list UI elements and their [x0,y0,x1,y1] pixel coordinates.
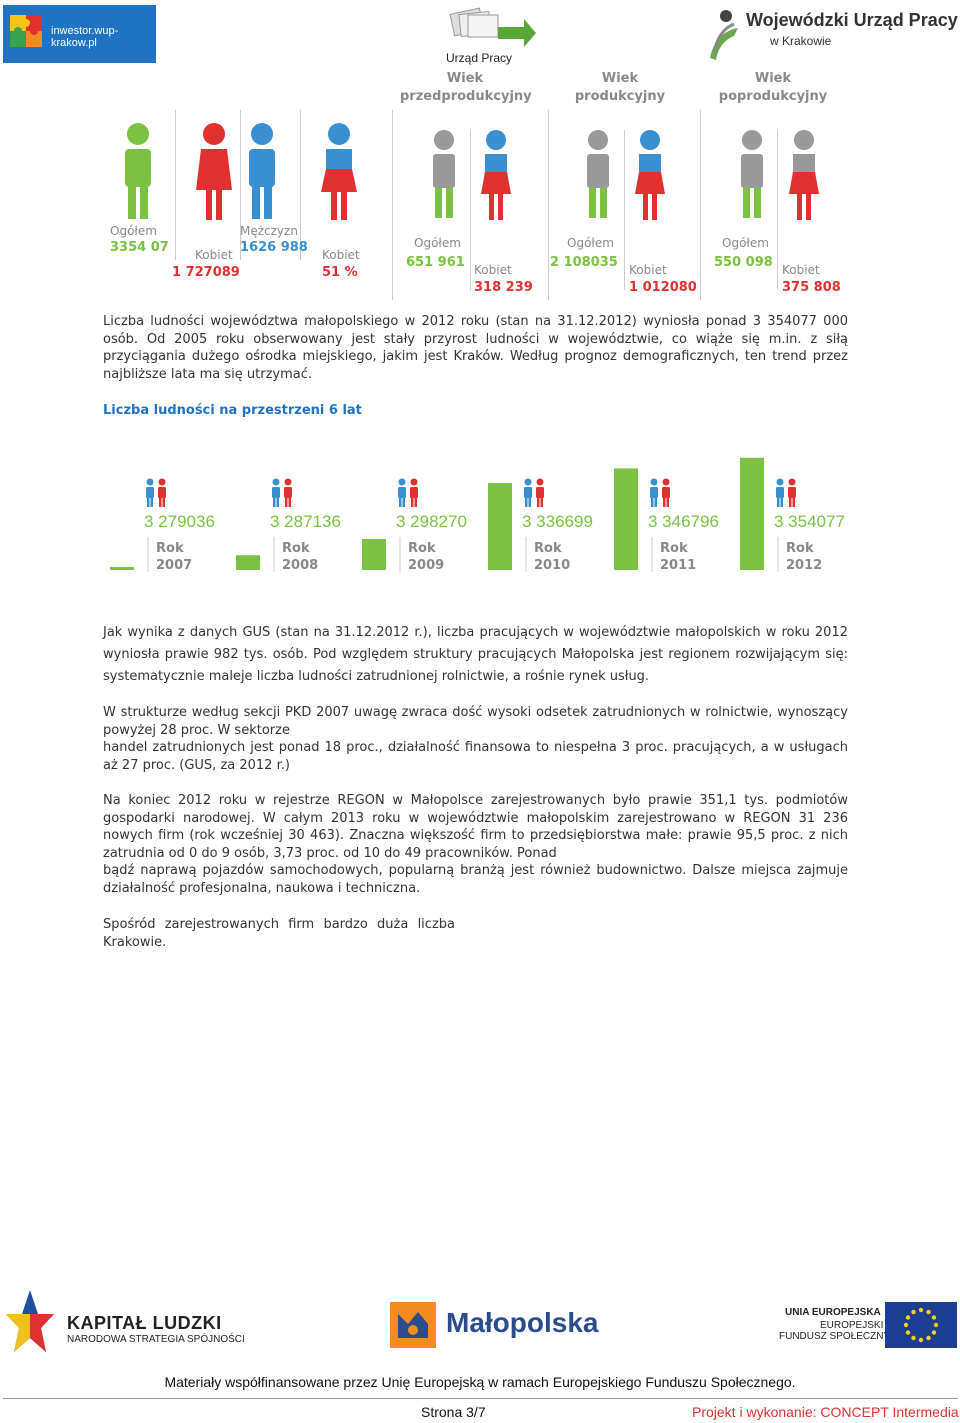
kapital-ludzki-subtitle: NARODOWA STRATEGIA SPÓJNOŚCI [67,1334,245,1345]
ue-line-3: FUNDUSZ SPOŁECZNY [779,1331,891,1342]
paragraph-pkd [103,704,848,774]
credit-text: Projekt i wykonanie: CONCEPT Intermedia [692,1404,959,1420]
eu-star-icon [926,1336,930,1340]
value-label-2008: 3 287136 [270,512,341,531]
person-red-icon [662,479,670,508]
person-blue-icon [146,479,154,508]
paragraph-population: Liczba ludności województwa małopolskiego w 2012 roku (stan na 31.12.2012) wyniosła ponad 3 354077 000 osób. Od 2005 roku obserwowany jest stały przyrost ludności w województwie, co wiąże się m.in. z siłą przyciągania dużego ośrodka miejskiego, jakim jest Kraków. Według prognoz demograficznych, ten trend przez najbliższe lata ma się utrzymać. [103,314,848,382]
header-line: produkcyjny [574,89,666,104]
age-group-figures [420,128,860,228]
bar-2010 [488,483,512,570]
eu-star-icon [919,1308,923,1312]
value-label-2012: 3 354077 [774,512,845,531]
total-kobiet2-label: Kobiet [322,248,360,262]
inwestor-logo [3,5,156,63]
page-number: Strona 3/7 [421,1404,486,1420]
eu-star-icon [906,1330,910,1334]
group1-kobiet-value: 318 239 [474,280,533,295]
group3-ogolem-value: 550 098 [714,255,773,270]
cofinancing-note: Materiały współfinansowane przez Unię Europejską w ramach Europejskiego Funduszu Społecznego. [164,1374,796,1390]
ue-line-1: UNIA EUROPEJSKA [785,1307,881,1318]
paragraph-pkd-part2: handel zatrudnionych jest ponad 18 proc., działalność finansowa to niespełna 3 proc. pracujących, a w usługach aż 27 proc. (GUS, za 2012 r.) [103,740,848,773]
eu-flag-icon [885,1302,957,1348]
group3-kobiet-value: 375 808 [782,280,841,295]
kapital-ludzki-title: KAPITAŁ LUDZKI [67,1313,222,1333]
rok-label: Rok [660,541,688,556]
rok-label: Rok [408,541,436,556]
total-ogolem-value: 3354 07 [110,240,169,255]
person-blue-icon [776,479,784,508]
group3-ogolem-label: Ogółem [722,236,769,250]
rok-label: Rok [156,541,184,556]
bar-2012 [740,458,764,570]
person-grey-icon [587,130,609,218]
urzad-pracy-text: Urząd Pracy [446,51,513,65]
paragraph-regon-part2: bądź naprawą pojazdów samochodowych, popularną branżą jest również budownictwo. Dalsze miejsca zajmuje działalność profesjonalna, naukowa i techniczna. [103,863,848,896]
paragraph-pkd-part1: W strukturze według sekcji PKD 2007 uwagę zwraca dość wysoki odsetek zatrudnionych w rolnictwie, wynoszący powyżej 28 proc. W sektorze [103,705,848,738]
person-half-female-icon [635,130,665,220]
person-half-female-icon [481,130,511,220]
bar-2007 [110,567,134,570]
person-red-icon [284,479,292,508]
divider [392,110,393,300]
wup-title: Wojewódzki Urząd Pracy [746,10,958,30]
eu-star-icon [934,1323,938,1327]
inwestor-logo-text: inwestor.wup-krakow.pl [51,25,119,49]
rok-label: Rok [282,541,310,556]
header-productive [555,70,685,106]
person-grey-icon [741,130,763,218]
total-kobiet-percent: 51 % [322,265,358,280]
person-red-icon [410,479,418,508]
person-half-female-icon [321,123,357,220]
group3-kobiet-label: Kobiet [782,263,820,277]
person-female-icon [196,123,232,220]
paragraph-employment: Jak wynika z danych GUS (stan na 31.12.2012 r.), liczba pracujących w województwie małopolskich w roku 2012 wyniosła prawie 982 tys. osób. Pod względem struktury pracujących Małopolska jest regionem rozwijającym się: systematycznie maleje liczba ludności zatrudnionej rolnictwie, a rośnie rynek usług. [103,625,848,684]
eu-star-icon [919,1338,923,1342]
group1-ogolem-label: Ogółem [414,236,461,250]
value-label-2009: 3 298270 [396,512,467,531]
eu-star-icon [904,1323,908,1327]
chart-marks [110,458,845,573]
paragraph-regon [103,792,848,898]
total-mezczyzn-label: Mężczyzn [240,224,298,238]
rok-label: Rok [534,541,562,556]
group1-ogolem-value: 651 961 [406,255,465,270]
value-label-2007: 3 279036 [144,512,215,531]
group-1-figures [433,130,511,220]
malopolska-logo-text: Małopolska [446,1307,599,1338]
eu-star-icon [906,1315,910,1319]
ue-line-2: EUROPEJSKI [820,1320,884,1331]
group2-ogolem-label: Ogółem [567,236,614,250]
group2-kobiet-value: 1 012080 [629,280,697,295]
total-ogolem-label: Ogółem [110,224,157,238]
wup-logo [704,8,960,64]
malopolska-emblem-icon [390,1302,436,1348]
header-line: Wiek [754,71,792,86]
total-mezczyzn-value: 1626 988 [240,240,308,255]
population-chart [100,445,860,580]
value-label-2010: 3 336699 [522,512,593,531]
bar-2008 [236,555,260,570]
rok-label: Rok [786,541,814,556]
total-kobiet-value: 1 727089 [172,265,240,280]
eu-star-icon [911,1336,915,1340]
cards-arrow-icon [440,5,540,51]
section-heading: Liczba ludności na przestrzeni 6 lat [103,403,362,418]
value-label-2011: 3 346796 [648,512,719,531]
group2-ogolem-value: 2 108035 [550,255,618,270]
person-blue-icon [272,479,280,508]
person-grey-icon [433,130,455,218]
header-preproductive [400,70,530,106]
eu-star-icon [932,1315,936,1319]
urzad-pracy-logo [440,5,540,67]
wup-subtitle: w Krakowie [770,34,832,48]
total-figures [110,120,360,230]
person-red-icon [788,479,796,508]
wup-emblem-icon [704,8,744,64]
person-green-icon [125,123,151,219]
puzzle-icon [8,11,48,57]
person-male-icon [249,123,275,219]
person-blue-icon [398,479,406,508]
total-kobiet-label: Kobiet [195,248,233,262]
footer-divider [3,1398,958,1399]
header-line: przedprodukcyjny [400,89,532,104]
header-line: Wiek [601,71,639,86]
tick-label-2008: 2008 [282,558,319,573]
tick-label-2010: 2010 [534,558,571,573]
eu-star-icon [932,1330,936,1334]
person-red-icon [536,479,544,508]
bar-2009 [362,539,386,570]
person-blue-icon [524,479,532,508]
bar-2011 [614,468,638,570]
group2-kobiet-label: Kobiet [629,263,667,277]
paragraph-firms: Spośród zarejestrowanych firm bardzo duża liczba Krakowie. [103,917,455,950]
person-half-female-icon [789,130,819,220]
tick-label-2011: 2011 [660,558,697,573]
group1-kobiet-label: Kobiet [474,263,512,277]
group-3-figures [741,130,819,220]
tick-label-2007: 2007 [156,558,193,573]
paragraph-regon-part1: Na koniec 2012 roku w rejestrze REGON w Małopolsce zarejestrowanych było prawie 351,1 tys. podmiotów gospodarki narodowej. W całym 2013 roku w województwie małopolskim zarejestrowano w REGON 31 236 nowych firm (rok wcześniej 30 463). Znaczna większość firm to przedsiębiorstwa małe: prawie 95,5 proc. z nich zatrudnia od 0 do 9 osób, 3,73 proc. od 10 do 49 pracowników. Ponad [103,793,848,861]
eu-star-icon [911,1310,915,1314]
group-2-figures [587,130,665,220]
tick-label-2009: 2009 [408,558,445,573]
person-red-icon [158,479,166,508]
eu-star-icon [926,1310,930,1314]
header-postproductive [708,70,838,106]
header-line: poprodukcyjny [718,89,828,104]
header-line: Wiek [446,71,484,86]
tick-label-2012: 2012 [786,558,823,573]
person-blue-icon [650,479,658,508]
kapital-ludzki-star-icon [4,1288,56,1360]
